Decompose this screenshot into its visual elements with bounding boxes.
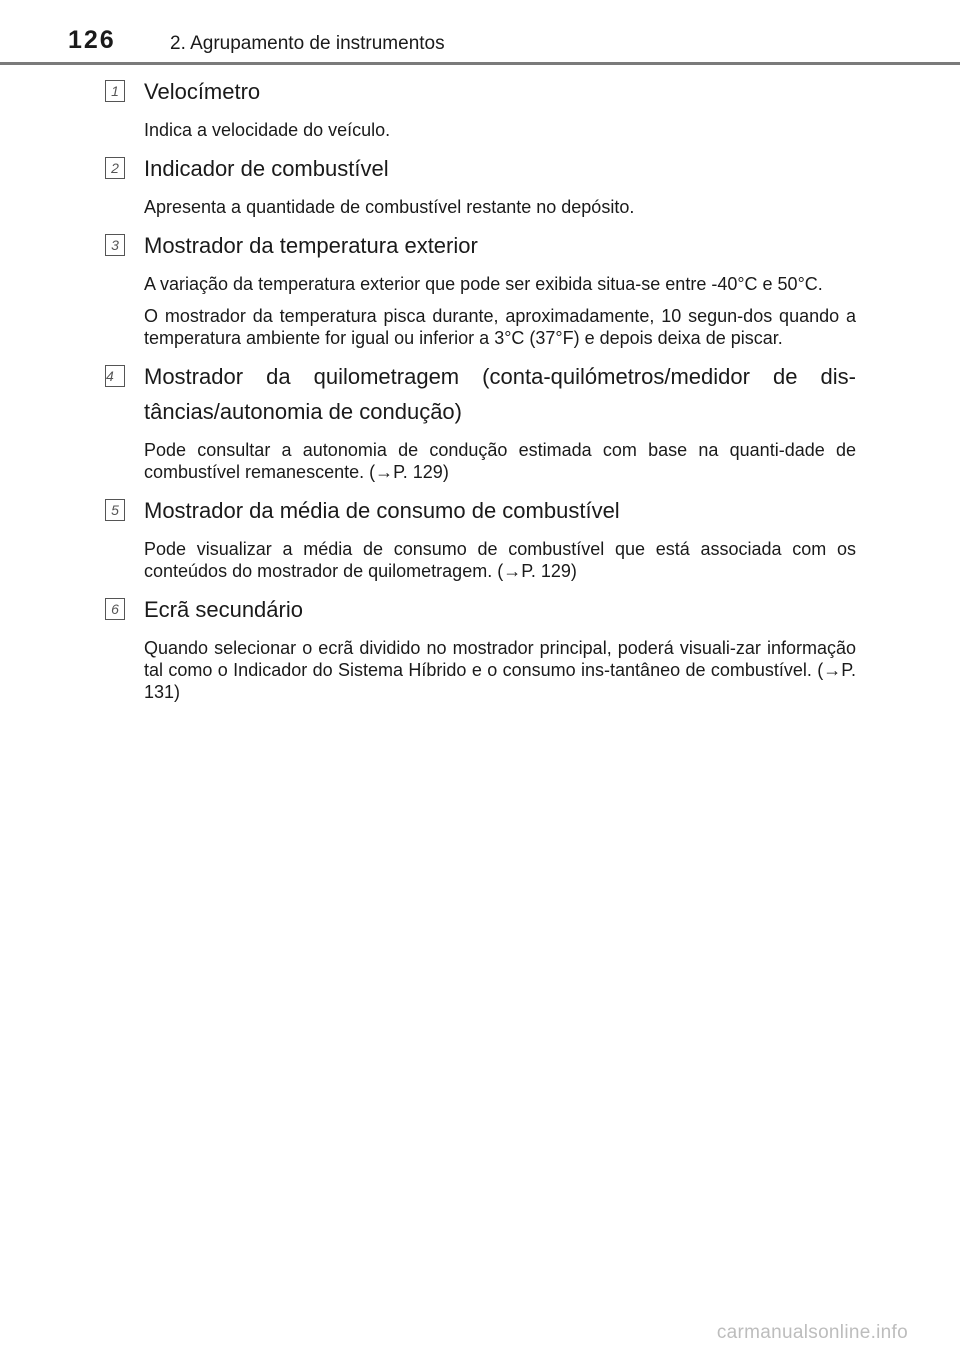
page-header [0, 0, 960, 64]
item-description: Indica a velocidade do veículo. [144, 120, 391, 140]
item-title: Mostrador da média de consumo de combustível [144, 498, 620, 523]
item-title: Mostrador da quilometragem (conta-quilómetros/medidor de dis-tâncias/autonomia de condução) [144, 364, 856, 424]
item-number-badge: 6 [105, 598, 125, 620]
item-list [0, 74, 960, 703]
item-2 [0, 151, 960, 218]
item-number-badge: 5 [105, 499, 125, 521]
item-number-badge: 1 [105, 80, 125, 102]
item-description: Pode visualizar a média de consumo de combustível que está associada com os conteúdos do mostrador de quilometragem. (→P. 129) [144, 539, 856, 581]
item-description: A variação da temperatura exterior que pode ser exibida situa-se entre -40°C e 50°C. [144, 274, 823, 294]
item-description: O mostrador da temperatura pisca durante, aproximadamente, 10 segun-dos quando a temperatura ambiente for igual ou inferior a 3°C (37°F) e depois deixa de piscar. [144, 306, 856, 348]
item-number-badge: 4 [105, 365, 125, 387]
item-description: Pode consultar a autonomia de condução estimada com base na quanti-dade de combustível remanescente. (→P. 129) [144, 440, 856, 482]
item-number-badge: 2 [105, 157, 125, 179]
item-title: Indicador de combustível [144, 156, 389, 181]
watermark[interactable]: carmanualsonline.info [716, 1322, 908, 1343]
item-3 [0, 228, 960, 349]
item-4 [0, 359, 960, 483]
page-number: 126 [68, 26, 116, 54]
item-title: Velocímetro [144, 79, 261, 104]
item-title: Mostrador da temperatura exterior [144, 233, 478, 258]
item-number-badge: 3 [105, 234, 125, 256]
header-divider [0, 62, 960, 65]
item-title: Ecrã secundário [144, 597, 303, 622]
section-title: 2. Agrupamento de instrumentos [170, 33, 445, 54]
item-description: Apresenta a quantidade de combustível restante no depósito. [144, 197, 635, 217]
item-description: Quando selecionar o ecrã dividido no mostrador principal, poderá visuali-zar informação tal como o Indicador do Sistema Híbrido e o consumo ins-tantâneo de combustível. (→P. 131) [144, 638, 856, 702]
item-5 [0, 493, 960, 582]
item-1 [0, 74, 960, 141]
item-6 [0, 592, 960, 703]
